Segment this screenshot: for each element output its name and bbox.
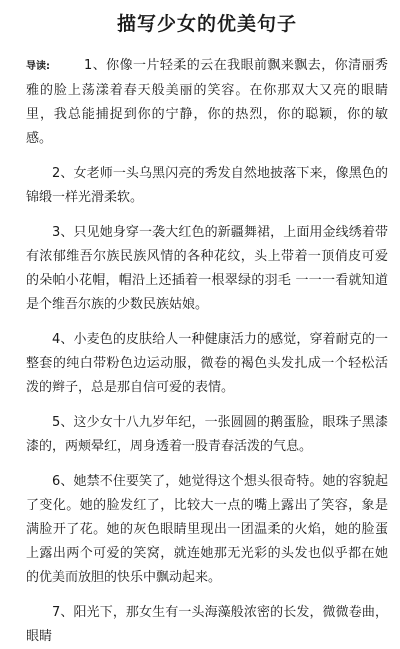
paragraph-7 [26,601,388,649]
paragraph-4-text: 4、小麦色的皮肤给人一种健康活力的感觉，穿着耐克的一整套的纯白带粉色边运动服，微卷的褐色头发扎成一个轻松活泼的辫子，总是那自信可爱的表情。 [26,332,388,395]
paragraph-1 [26,54,388,151]
paragraph-2-text: 2、女老师一头乌黑闪亮的秀发自然地披落下来，像黑色的锦缎一样光滑柔软。 [26,166,388,205]
paragraph-2 [26,162,388,210]
document-title: 描写少女的优美句子 [116,13,297,35]
paragraph-4 [26,328,388,400]
paragraph-5 [26,411,388,459]
paragraph-6-text: 6、她禁不住要笑了，她觉得这个想头很奇特。她的容貌起了变化。她的脸发红了，比较大一点的嘴上露出了笑容，象是满脸开了花。她的灰色眼睛里现出一团温柔的火焰，她的脸蛋上露出两个可爱的笑窝，就连她那无光彩的头发也似乎都在她的优美而放胆的快乐中飘动起来。 [26,474,388,585]
paragraph-5-text: 5、这少女十八九岁年纪，一张圆圆的鹅蛋脸，眼珠子黑漆漆的，两颊晕红，周身透着一股青春活泼的气息。 [26,415,388,454]
paragraph-6 [26,470,388,590]
paragraph-7-text: 7、阳光下，那女生有一头海藻般浓密的长发，微微卷曲，眼睛 [26,605,388,644]
lead-label: 导读: [26,61,50,72]
paragraph-3 [26,221,388,317]
paragraph-3-text: 3、只见她身穿一袭大红色的新疆舞裙，上面用金线绣着带有浓郁维吾尔族民族风情的各种花纹，头上带着一顶俏皮可爱的朵帕小花帽，帽沿上还插着一根翠绿的羽毛 一一一看就知道是个维吾尔族的少数民族姑娘。 [26,225,388,312]
paragraph-1-text: 1、你像一片轻柔的云在我眼前飘来飘去，你清丽秀雅的脸上荡漾着春天般美丽的笑容。在你那双大又亮的眼睛里，我总能捕捉到你的宁静，你的热烈，你的聪颖，你的敏感。 [26,58,388,146]
